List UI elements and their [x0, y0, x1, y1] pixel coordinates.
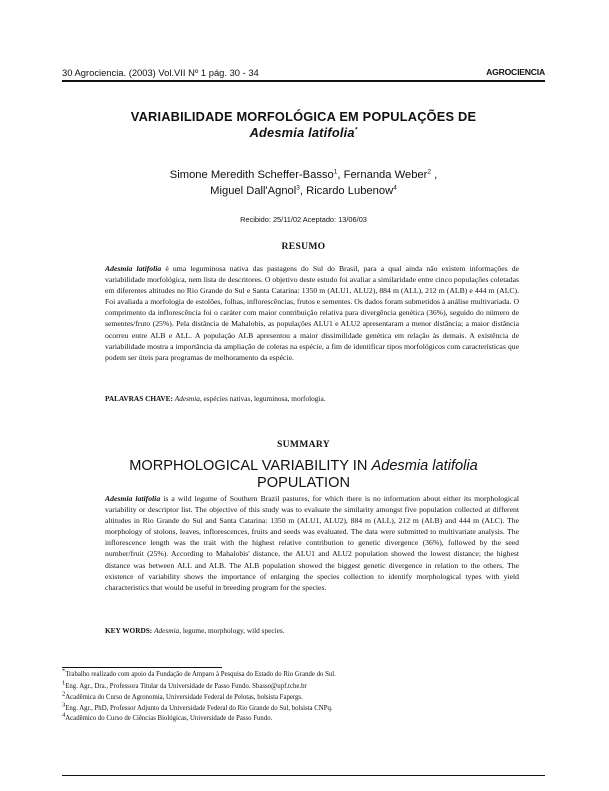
footnote — [62, 701, 532, 712]
palavras-chave — [105, 394, 519, 403]
title-english-prefix: MORPHOLOGICAL VARIABILITY IN — [129, 458, 372, 474]
footnote — [62, 690, 532, 701]
footnote-marker: 3 — [62, 701, 66, 709]
running-header: 30 Agrociencia. (2003) Vol.VII Nº 1 pág. 30 - 34 — [62, 67, 259, 78]
resumo-heading: RESUMO — [281, 241, 326, 252]
summary-heading: SUMMARY — [277, 439, 330, 450]
footnote-text: Trabalho realizado com apoio da Fundação de Amparo à Pesquisa do Estado do Rio Grande do Sul. — [65, 671, 336, 678]
footnote-text: Eng. Agr., Dra., Professora Titular da Universidade de Passo Fundo. Sbasso@upf.tche.br — [65, 683, 307, 690]
key-words-label: KEY WORDS: — [105, 626, 153, 635]
summary-abstract — [105, 493, 519, 593]
page-bottom-rule — [62, 775, 545, 776]
author-affiliation-marker: 2 — [427, 168, 431, 176]
footnote — [62, 667, 532, 678]
resumo-body: é uma leguminosa nativa das pastagens do Sul do Brasil, para a qual ainda não existem informações de variabilidade morfológica, nem lista de descritores. O objetivo deste estudo foi avaliar a similaridade entre cinco populações coletadas em diferentes altitudes no Rio Grande do Sul e Santa Catarina: 1350 m (ALU1, ALU2), 884 m (ALL), 212 m (ALB) e 444 m (ALC). Foi avaliada a morfologia de estolões, folhas, inflorescências, frutos e sementes. Os dados foram submetidos à análise multivariada. O comprimento da inflorescência foi o caráter com maior contribuição relativa para divergência genética (36%), seguido do número de sementes/fruto (25%). Pela distância de Mahalobis, as populações ALU1 e ALU2 apresentaram a menor distância; a maior distância ocorreu entre ALB e ALL. A população ALB apresentou a maior dissimilidade genética em relação às demais. A existência de variabilidade mostra a importância da ampliação de coletas na espécie, a fim de identificar tipos morfológicos com características que podem ser úteis para programas de melhoramento da espécie. — [105, 264, 519, 362]
footnote — [62, 711, 532, 722]
footnote-text: Acadêmico do Curso de Ciências Biológicas, Universidade de Passo Fundo. — [65, 715, 273, 722]
palavras-chave-list: , espécies nativas, leguminosa, morfologia. — [199, 394, 326, 403]
header-rule — [62, 80, 545, 82]
title-footnote-marker: * — [354, 126, 358, 134]
journal-name: AGROCIENCIA — [486, 67, 545, 77]
received-accepted-dates: Recibido: 25/11/02 Aceptado: 13/06/03 — [240, 215, 367, 224]
key-words-list: , legume, morphology, wild species. — [179, 626, 285, 635]
footnote-text: Eng. Agr., PhD, Professor Adjunto da Universidade Federal do Rio Grande do Sul, bolsista CNPq. — [65, 705, 333, 712]
author-affiliation-marker: 3 — [296, 184, 300, 192]
author-affiliation-marker: 4 — [393, 184, 397, 192]
palavras-chave-label: PALAVRAS CHAVE: — [105, 394, 173, 403]
footnote-rule — [62, 667, 222, 668]
title-english-line-2: POPULATION — [257, 475, 350, 491]
footnote-text: Acadêmica do Curso de Agronomia, Universidade Federal de Pelotas, bolsista Fapergs. — [65, 694, 303, 701]
summary-species-name: Adesmia latifolia — [105, 494, 161, 503]
author-affiliation-marker: 1 — [333, 168, 338, 176]
resumo-abstract — [105, 263, 519, 363]
author-name: Fernanda Weber — [343, 169, 428, 181]
summary-body: is a wild legume of Southern Brazil pastures, for which there is no information about either its morphological variability or descriptor list. The objective of this study was to evaluate the similarity amongst five population collected at different altitudes in Rio Grande do Sul and Santa Catarina: 1350 m (ALU1, ALU2), 884 m (ALL), 212 m (ALB) and 444 m (ALC). The morphology of stolons, leaves, inflorescences, fruits and seeds was evaluated. The data were submitted to multivariate analysis. The inflorescence length was the trait with the highest relative contribution to genetic divergence (36%), followed by the seed number/fruit (25%). According to Mahalobis' distance, the ALU1 and ALU2 population showed the lowest distance; the highest distance was between ALL and ALB. The ALB population showed the biggest genetic divergence in relation to the others. The existence of variability shows the importance of enlarging the species collection to identify morphological types with yield characteristics that would be useful in breeding program for the species. — [105, 494, 519, 592]
footnote — [62, 679, 532, 690]
title-species-name: Adesmia latifolia — [249, 125, 355, 140]
title-english-species: Adesmia latifolia — [371, 458, 478, 474]
author-name: Simone Meredith Scheffer-Basso — [169, 169, 334, 181]
authors-line-1: Simone Meredith Scheffer-Basso$^1$, Fernanda Weber$^2$ , — [169, 168, 438, 181]
key-words-species: Adesmia — [154, 626, 180, 635]
footnote-marker: 1 — [62, 679, 66, 687]
title-portuguese-line-1: VARIABILIDADE MORFOLÓGICA EM POPULAÇÕES DE — [130, 109, 477, 124]
footnote-marker: 4 — [62, 711, 66, 719]
footnote-marker: 2 — [62, 690, 66, 698]
author-name: Miguel Dall'Agnol — [210, 185, 297, 197]
authors-line-2: Miguel Dall'Agnol$^3$, Ricardo Lubenow$^4$ — [210, 184, 397, 197]
resumo-species-name: Adesmia latifolia — [105, 264, 162, 273]
palavras-chave-species: Adesmia — [174, 394, 200, 403]
title-portuguese-line-2 — [62, 125, 545, 140]
title-english-line-1 — [62, 458, 545, 474]
footnote-marker: * — [62, 667, 66, 675]
author-name: Ricardo Lubenow — [306, 185, 394, 197]
key-words — [105, 626, 519, 635]
